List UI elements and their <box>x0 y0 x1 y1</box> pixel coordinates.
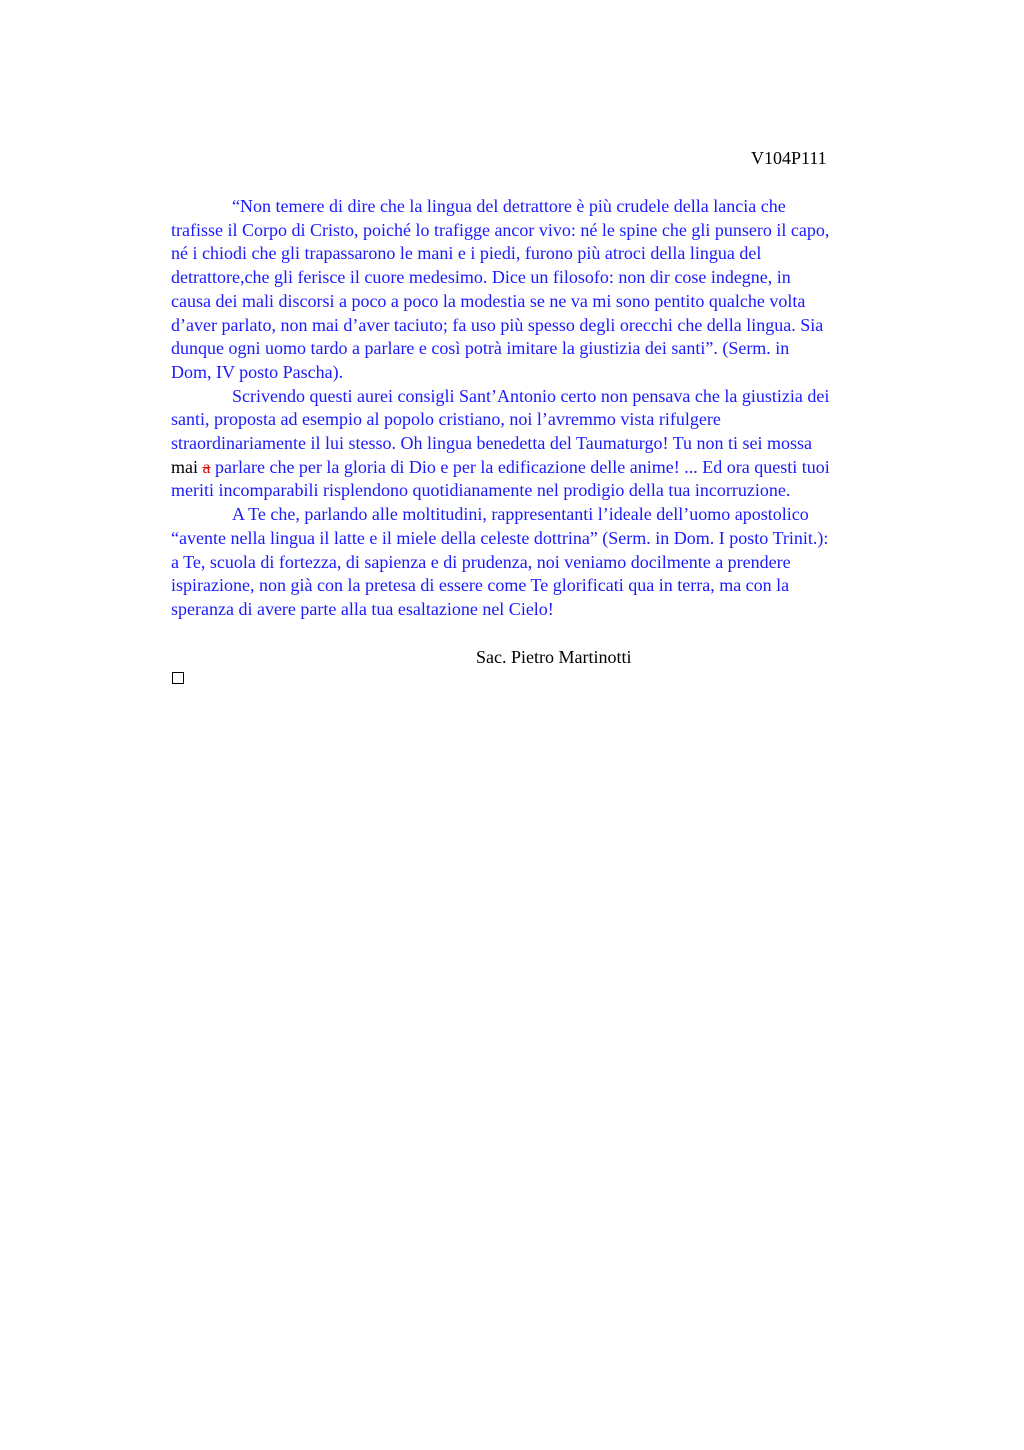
text-line: ispirazione, non già con la pretesa di essere come Te glorificati qua in terra, ma con la <box>171 575 790 596</box>
text-line: Scrivendo questi aurei consigli Sant’Antonio certo non pensava che la giustizia dei <box>232 385 830 406</box>
text-line: “Non temere di dire che la lingua del detrattore è più crudele della lancia che <box>232 196 786 216</box>
text-line: meriti incomparabili risplendono quotidianamente nel prodigio della tua incorruzione. <box>171 480 791 501</box>
text-line: speranza di avere parte alla tua esaltazione nel Cielo! <box>171 598 554 619</box>
paragraph-1 <box>171 195 929 385</box>
text-line: A Te che, parlando alle moltitudini, rappresentanti l’ideale dell’uomo apostolico <box>232 504 809 525</box>
text-segment: parlare che per la gloria di Dio e per la edificazione delle anime! ... Ed ora questi tuoi <box>215 456 830 477</box>
text-line: né i chiodi che gli trapassarono le mani e i piedi, furono più atroci della lingua del <box>171 243 762 264</box>
text-line: dunque ogni uomo tardo a parlare e così potrà imitare la giustizia dei santi”. (Serm. in <box>171 338 790 359</box>
edited-text-line <box>171 456 929 480</box>
paragraph-3 <box>171 503 929 622</box>
text-line: “avente nella lingua il latte e il miele della celeste dottrina” (Serm. in Dom. I posto Trinit.): <box>171 527 829 548</box>
page-code: V104P111 <box>751 148 827 168</box>
text-line: causa dei mali discorsi a poco a poco la modestia se ne va mi sono pentito qualche volta <box>171 290 806 311</box>
text-line: d’aver parlato, non mai d’aver taciuto; fa uso più spesso degli orecchi che della lingua. Sia <box>171 314 824 335</box>
text-line: santi, proposta ad esempio al popolo cristiano, noi l’avremmo vista rifulgere <box>171 409 721 430</box>
text-line: Dom, IV posto Pascha). <box>171 361 344 382</box>
document-body <box>171 195 929 622</box>
end-of-document-box <box>172 672 184 684</box>
paragraph-2 <box>171 385 929 504</box>
text-line: a Te, scuola di fortezza, di sapienza e di prudenza, noi veniamo docilmente a prendere <box>171 551 791 572</box>
text-line: detrattore,che gli ferisce il cuore medesimo. Dice un filosofo: non dir cose indegne, in <box>171 267 791 288</box>
inserted-word: mai <box>171 456 198 477</box>
text-line: straordinariamente il lui stesso. Oh lingua benedetta del Taumaturgo! Tu non ti sei mossa <box>171 433 812 454</box>
text-line: trafisse il Corpo di Cristo, poiché lo trafigge ancor vivo: né le spine che gli punsero il capo, <box>171 219 830 240</box>
deleted-word: a <box>202 456 211 477</box>
author-signature: Sac. Pietro Martinotti <box>476 647 632 667</box>
